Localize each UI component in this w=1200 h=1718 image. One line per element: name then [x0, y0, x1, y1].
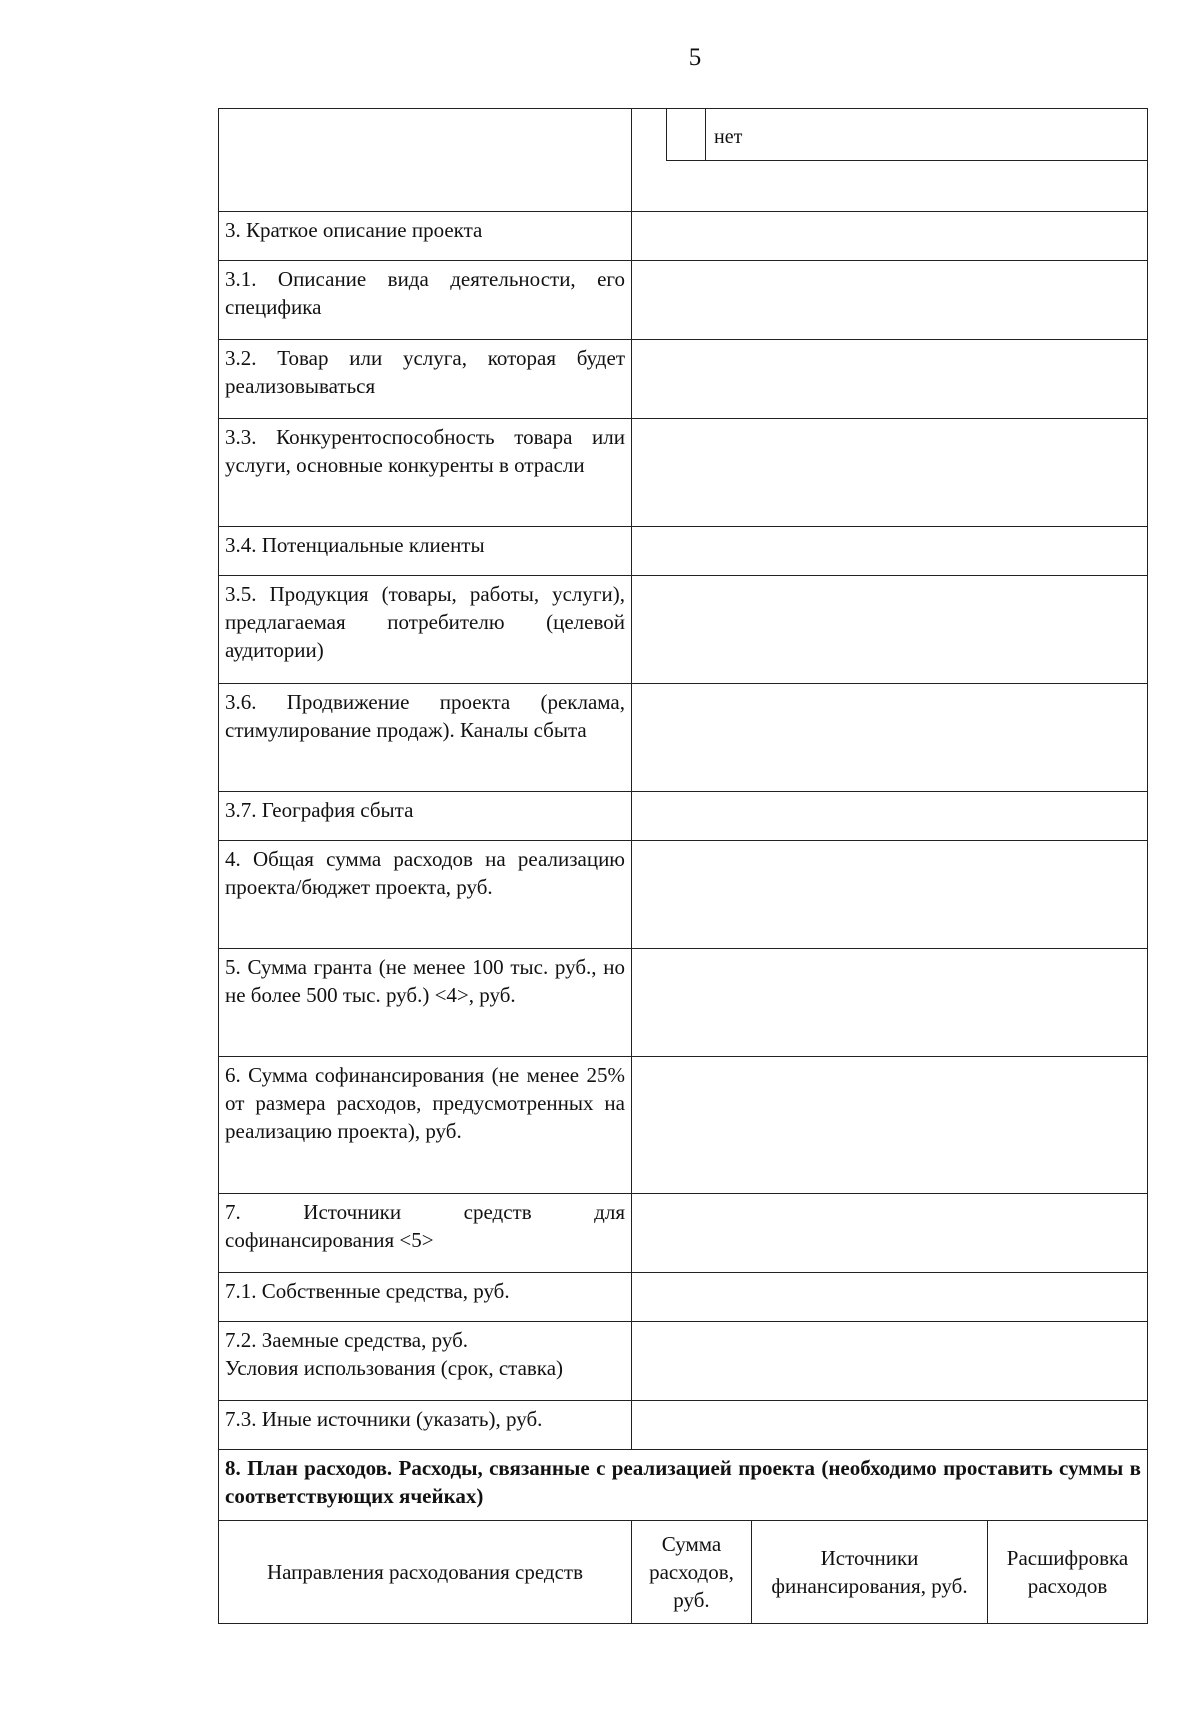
row-label-3-1: 3.1. Описание вида деятельности, его специфика	[219, 261, 632, 340]
answer-field-3[interactable]	[632, 212, 1148, 261]
row-label-7-3: 7.3. Иные источники (указать), руб.	[219, 1401, 632, 1450]
form-row	[219, 261, 1148, 340]
row-label-3-7: 3.7. География сбыта	[219, 792, 632, 841]
plan-header-row	[219, 1521, 1148, 1624]
form-row	[219, 419, 1148, 527]
answer-field-7-3[interactable]	[632, 1401, 1148, 1450]
form-row	[219, 792, 1148, 841]
answer-field-3-4[interactable]	[632, 527, 1148, 576]
row-label-3-4: 3.4. Потенциальные клиенты	[219, 527, 632, 576]
checkbox-no-label: нет	[706, 109, 1147, 161]
section-8-title: 8. План расходов. Расходы, связанные с реализацией проекта (необходимо проставить суммы в соответствующих ячейках)	[219, 1450, 1148, 1521]
answer-field-7[interactable]	[632, 1194, 1148, 1273]
empty-label-cell	[219, 109, 632, 212]
section-8-header-row	[219, 1450, 1148, 1521]
form-row	[219, 576, 1148, 684]
column-header-amount: Сумма расходов, руб.	[632, 1521, 752, 1624]
checkbox-no[interactable]	[666, 109, 706, 161]
column-header-breakdown: Расшифровка расходов	[988, 1521, 1148, 1624]
answer-field-3-5[interactable]	[632, 576, 1148, 684]
form-row	[219, 841, 1148, 949]
column-header-sources: Источники финансирования, руб.	[752, 1521, 988, 1624]
row-label-3-2: 3.2. Товар или услуга, которая будет реализовываться	[219, 340, 632, 419]
row-label-3: 3. Краткое описание проекта	[219, 212, 632, 261]
answer-field-7-2[interactable]	[632, 1322, 1148, 1401]
form-row	[219, 684, 1148, 792]
application-form-table	[218, 108, 1148, 1624]
form-row	[219, 527, 1148, 576]
form-row	[219, 1194, 1148, 1273]
form-row	[219, 340, 1148, 419]
checkbox-row	[219, 109, 1148, 212]
answer-field-7-1[interactable]	[632, 1273, 1148, 1322]
column-header-directions: Направления расходования средств	[219, 1521, 632, 1624]
answer-field-3-1[interactable]	[632, 261, 1148, 340]
form-row	[219, 1401, 1148, 1450]
form-row	[219, 1057, 1148, 1194]
row-label-4: 4. Общая сумма расходов на реализацию проекта/бюджет проекта, руб.	[219, 841, 632, 949]
form-row	[219, 212, 1148, 261]
row-label-5: 5. Сумма гранта (не менее 100 тыс. руб., но не более 500 тыс. руб.) <4>, руб.	[219, 949, 632, 1057]
row-label-7: 7. Источники средств для софинансирования <5>	[219, 1194, 632, 1273]
page-number: 5	[688, 44, 702, 71]
form-row	[219, 1322, 1148, 1401]
answer-field-3-2[interactable]	[632, 340, 1148, 419]
answer-field-5[interactable]	[632, 949, 1148, 1057]
answer-field-6[interactable]	[632, 1057, 1148, 1194]
row-label-3-3: 3.3. Конкурентоспособность товара или услуги, основные конкуренты в отрасли	[219, 419, 632, 527]
form-row	[219, 1273, 1148, 1322]
form-row	[219, 949, 1148, 1057]
row-label-7-2: 7.2. Заемные средства, руб. Условия использования (срок, ставка)	[219, 1322, 632, 1401]
row-label-3-5: 3.5. Продукция (товары, работы, услуги), предлагаемая потребителю (целевой аудитории)	[219, 576, 632, 684]
row-label-6: 6. Сумма софинансирования (не менее 25% от размера расходов, предусмотренных на реализацию проекта), руб.	[219, 1057, 632, 1194]
answer-field-3-6[interactable]	[632, 684, 1148, 792]
row-label-7-1: 7.1. Собственные средства, руб.	[219, 1273, 632, 1322]
checkbox-answer-cell	[632, 109, 1148, 212]
answer-field-3-7[interactable]	[632, 792, 1148, 841]
row-label-3-6: 3.6. Продвижение проекта (реклама, стимулирование продаж). Каналы сбыта	[219, 684, 632, 792]
answer-field-3-3[interactable]	[632, 419, 1148, 527]
answer-field-4[interactable]	[632, 841, 1148, 949]
